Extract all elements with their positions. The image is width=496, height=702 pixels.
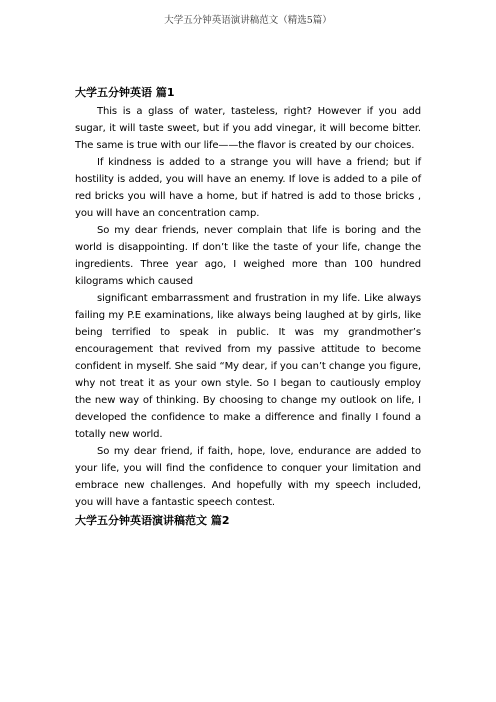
paragraph-3: So my dear friends, never complain that life is boring and the world is disappointing. If don’t like the taste of your life, change the ingredients. Three year ago, I weighed more than 100 hundred kilograms which caused — [75, 225, 421, 287]
paragraph-5: So my dear friend, if faith, hope, love, endurance are added to your life, you will find the confidence to conquer your limitation and embrace new challenges. And hopefully with my speech included, you will have a fantastic speech contest. — [75, 446, 421, 508]
paragraph-2: If kindness is added to a strange you will have a friend; but if hostility is added, you will have an enemy. If love is added to a pile of red bricks you will have a home, but if hatred is add to those bricks , you will have an concentration camp. — [75, 157, 421, 219]
paragraph-1: This is a glass of water, tasteless, right? However if you add sugar, it will taste sweet, but if you add vinegar, it will become bitter. The same is true with our life——the flavor is created by our choices. — [75, 106, 421, 151]
document-body — [75, 85, 421, 529]
page-header-title: 大学五分钟英语演讲稿范文（精选5篇） — [164, 15, 332, 26]
section-heading-1: 大学五分钟英语 篇1 — [75, 86, 175, 99]
section-heading-2: 大学五分钟英语演讲稿范文 篇2 — [75, 514, 230, 527]
paragraph-4: significant embarrassment and frustration in my life. Like always failing my P.E examinations, like always being laughed at by girls, like being terrified to speak in public. It was my grandmother’s encouragement that revived from my passive attitude to become confident in myself. She said “My dear, if you can’t change you figure, why not treat it as your own style. So I began to cautiously employ the new way of thinking. By choosing to change my outlook on life, I developed the confidence to make a difference and finally I found a totally new world. — [75, 293, 421, 440]
